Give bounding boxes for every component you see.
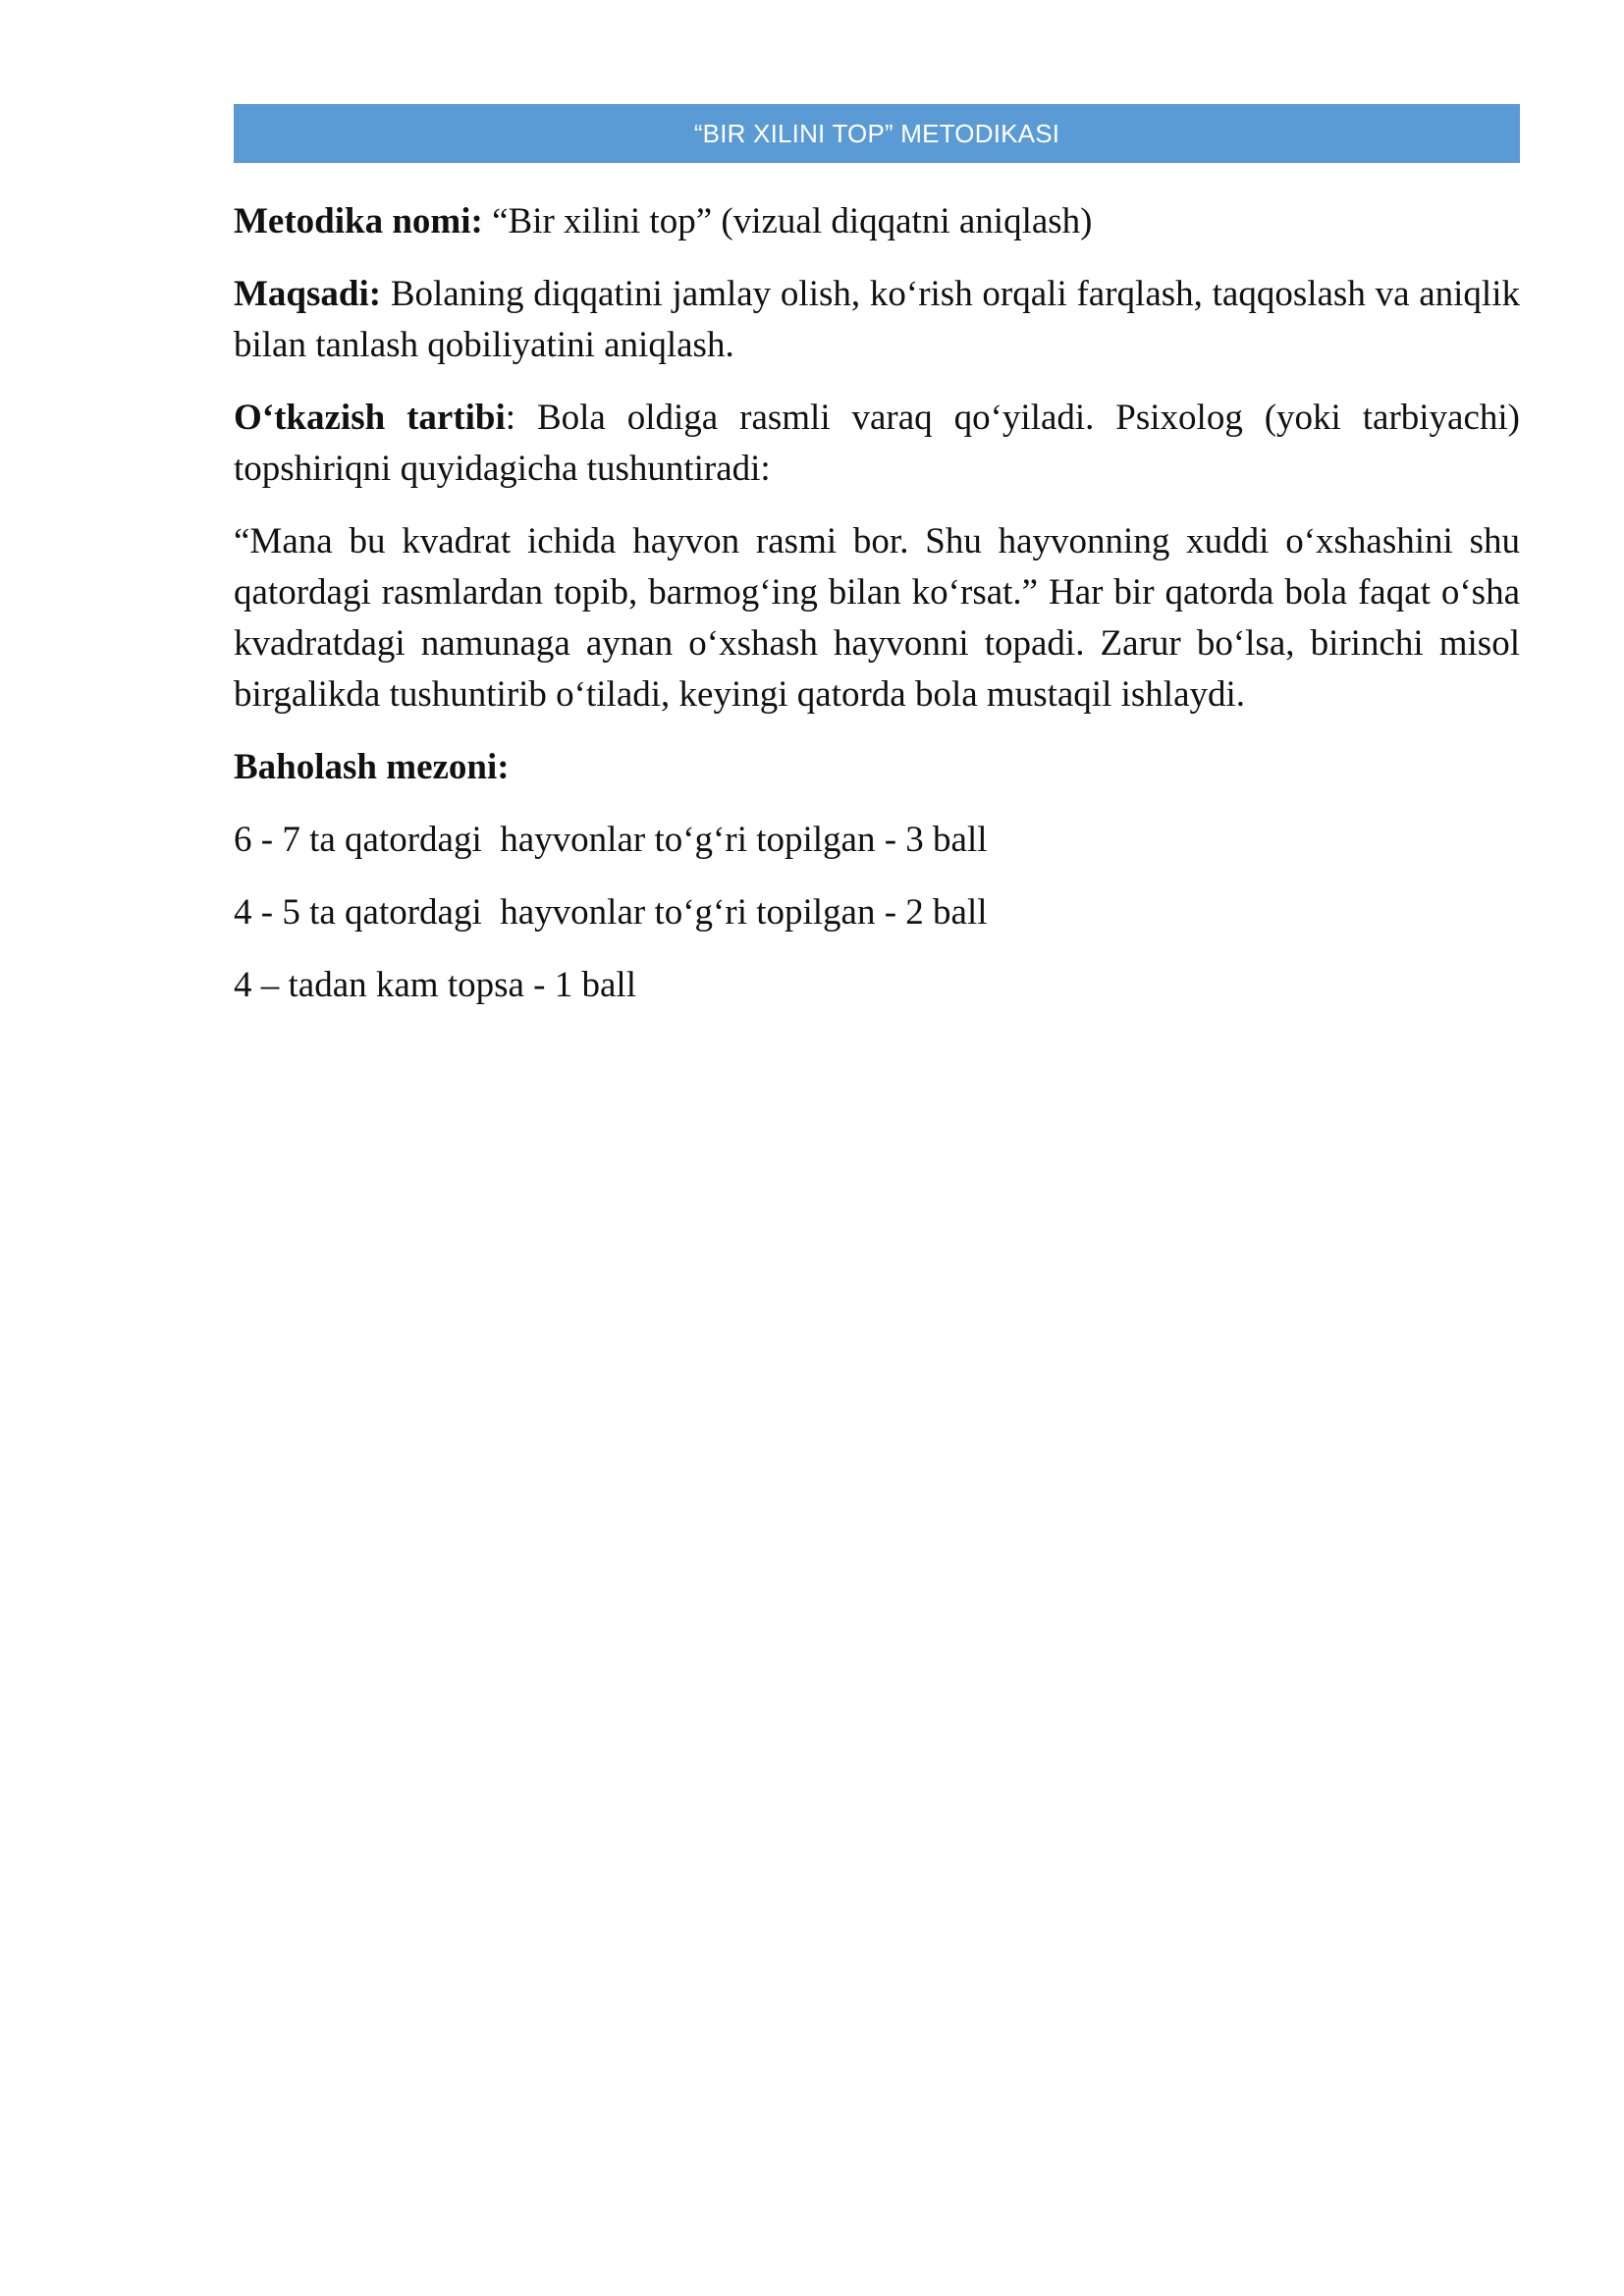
header-bar	[234, 104, 1520, 163]
method-name-paragraph	[234, 196, 1520, 247]
method-name-text: “Bir xilini top” (vizual diqqatni aniqlash)	[482, 201, 1093, 241]
criteria-heading-label: Baholash mezoni:	[234, 747, 510, 787]
method-name-label: Metodika nomi:	[234, 201, 483, 241]
criteria-heading	[234, 742, 1520, 793]
criteria-item: 4 - 5 ta qatordagi hayvonlar to‘g‘ri topilgan - 2 ball	[234, 892, 988, 933]
procedure-paragraph	[234, 393, 1520, 495]
criteria-item: 6 - 7 ta qatordagi hayvonlar to‘g‘ri topilgan - 3 ball	[234, 820, 988, 860]
purpose-text: Bolaning diqqatini jamlay olish, ko‘rish orqali farqlash, taqqoslash va aniqlik bilan tanlash qobiliyatini aniqlash.	[234, 274, 1520, 365]
procedure-text: : Bola oldiga rasmli varaq qo‘yiladi. Psixolog (yoki tarbiyachi) topshiriqni quyidagicha tushuntiradi:	[234, 398, 1520, 489]
purpose-paragraph	[234, 269, 1520, 371]
criteria-item: 4 – tadan kam topsa - 1 ball	[234, 965, 636, 1005]
document-body	[234, 196, 1520, 1033]
procedure-label: O‘tkazish tartibi	[234, 398, 506, 438]
purpose-label: Maqsadi:	[234, 274, 382, 314]
instruction-paragraph: “Mana bu kvadrat ichida hayvon rasmi bor. Shu hayvonning xuddi o‘xshashini shu qatordagi rasmlardan topib, barmog‘ing bilan ko‘rsat.” Har bir qatorda bola faqat o‘sha kvadratdagi namunaga aynan o‘xshash hayvonni topadi. Zarur bo‘lsa, birinchi misol birgalikda tushuntirib o‘tiladi, keyingi qatorda bola mustaqil ishlaydi.	[234, 521, 1520, 715]
header-title: “BIR XILINI TOP” METODIKASI	[693, 118, 1060, 148]
